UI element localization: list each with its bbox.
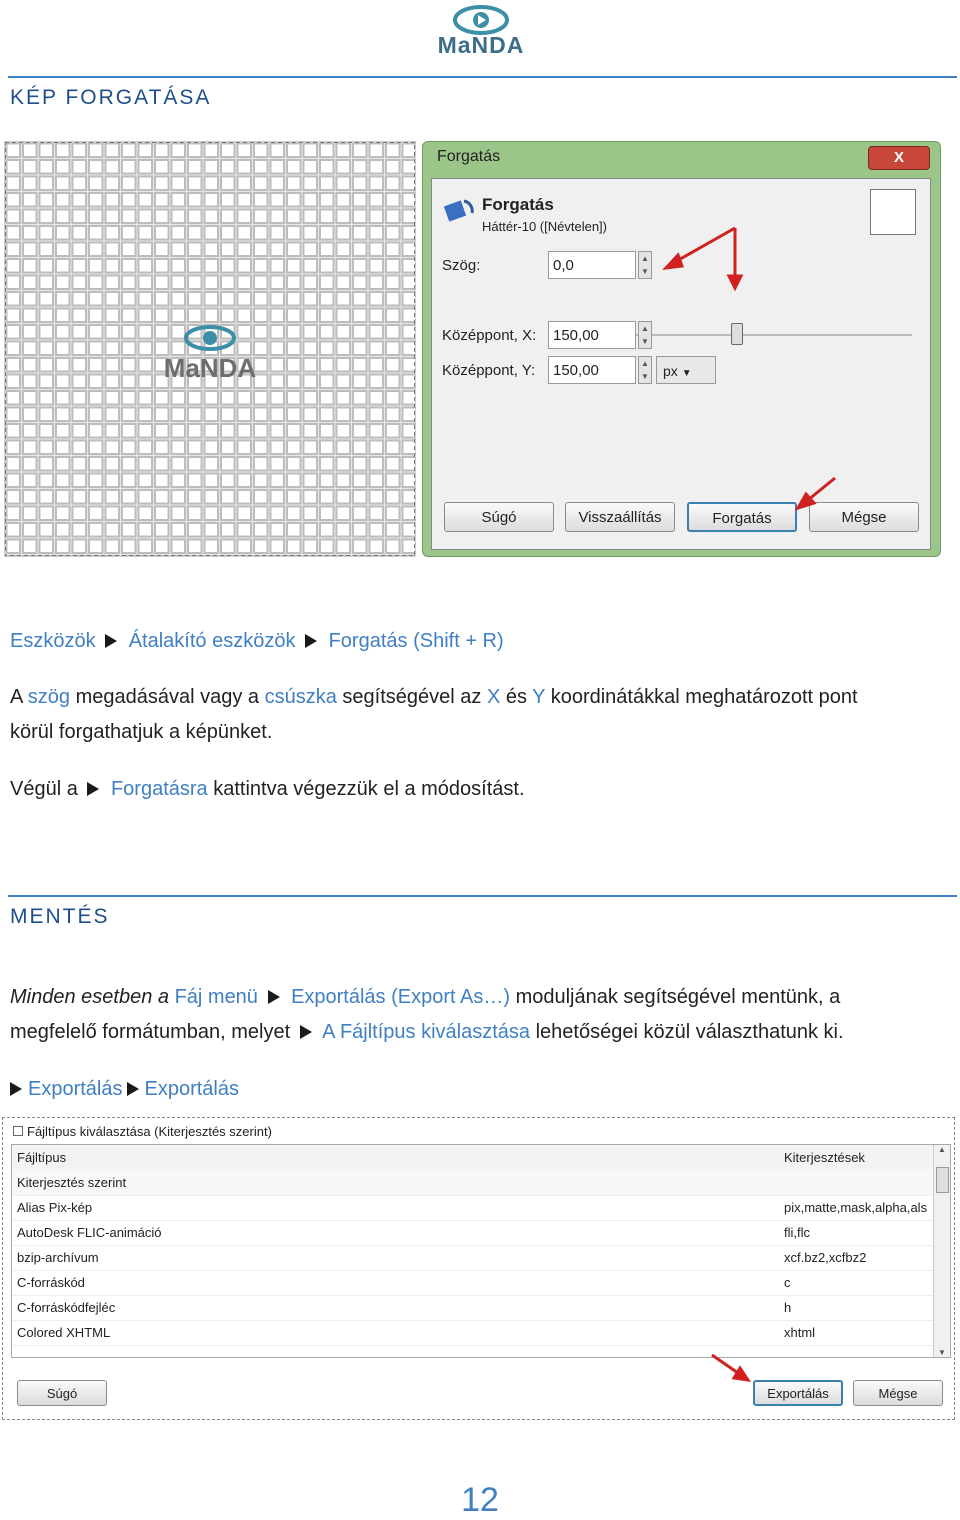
text: Végül a	[10, 778, 78, 800]
export-button[interactable]: Exportálás	[753, 1380, 843, 1406]
text: Minden esetben a	[10, 986, 175, 1008]
text: moduljának segítségével mentünk, a	[510, 986, 841, 1008]
arrow-right-icon	[87, 782, 99, 796]
text: segítségével az	[336, 686, 487, 708]
chevron-down-icon: ▼	[681, 368, 692, 379]
rotate-tool-icon	[442, 197, 474, 225]
file-type-ext: c	[784, 1275, 791, 1290]
angle-field[interactable]: 0,0	[548, 251, 636, 279]
file-type-name: Alias Pix-kép	[17, 1200, 93, 1215]
file-type-name: C-forráskódfejléc	[17, 1300, 116, 1315]
keyword-y: Y	[532, 686, 546, 708]
file-type-ext: xhtml	[784, 1325, 816, 1340]
image-canvas[interactable]	[4, 141, 416, 557]
paragraph-rotate	[10, 680, 955, 750]
list-scrollbar[interactable]	[933, 1145, 950, 1357]
list-item[interactable]	[12, 1220, 934, 1246]
center-y-stepper[interactable]: ▲ ▼	[638, 356, 652, 384]
file-type-name: Kiterjesztés szerint	[17, 1175, 127, 1190]
text: körül forgathatjuk a képünket.	[10, 721, 273, 743]
list-item[interactable]	[12, 1270, 934, 1296]
dialog-subheading: Háttér-10 ([Névtelen])	[482, 219, 607, 234]
rotate-button[interactable]: Forgatás	[687, 502, 797, 532]
file-type-expander-label: Fájltípus kiválasztása (Kiterjesztés szerint)	[27, 1124, 272, 1139]
center-y-label: Középpont, Y:	[442, 362, 536, 379]
file-type-ext: fli,flc	[784, 1225, 810, 1240]
unit-value: px	[663, 363, 678, 379]
file-type-ext: pix,matte,mask,alpha,als	[784, 1200, 928, 1215]
keyword-rotate: Forgatásra	[110, 778, 208, 800]
divider	[8, 895, 957, 897]
arrow-right-icon	[305, 634, 317, 648]
text: lehetőségei közül választhatunk ki.	[530, 1021, 844, 1043]
arrow-right-icon	[105, 634, 117, 648]
angle-slider-handle[interactable]	[731, 323, 743, 345]
arrow-right-icon	[300, 1025, 312, 1039]
path-item-tools: Eszközök	[10, 630, 96, 652]
file-type-name: bzip-archívum	[17, 1250, 99, 1265]
file-type-name: AutoDesk FLIC-animáció	[17, 1225, 162, 1240]
section-title-rotate: KÉP FORGATÁSA	[10, 86, 212, 109]
svg-text:MaNDA: MaNDA	[163, 353, 257, 383]
file-type-ext: xcf.bz2,xcfbz2	[784, 1250, 867, 1265]
expander-box-icon	[13, 1126, 23, 1136]
dialog-body	[431, 178, 931, 550]
keyword-export-as: Exportálás (Export As…)	[291, 986, 511, 1008]
divider	[8, 76, 957, 78]
path-item-export-2: Exportálás	[144, 1078, 239, 1100]
page-number: 12	[461, 1481, 499, 1519]
reset-button[interactable]: Visszaállítás	[565, 502, 675, 532]
center-x-label: Középpont, X:	[442, 327, 537, 344]
file-type-expander[interactable]	[13, 1124, 272, 1139]
dialog-heading: Forgatás	[482, 195, 554, 214]
export-cancel-button[interactable]: Mégse	[853, 1380, 943, 1406]
text: koordinátákkal meghatározott pont	[545, 686, 858, 708]
manda-logo	[418, 4, 544, 58]
section-title-save: MENTÉS	[10, 905, 110, 928]
grid-image	[5, 142, 415, 556]
angle-label: Szög:	[442, 257, 481, 274]
paragraph-finish	[10, 772, 525, 807]
export-help-button[interactable]: Súgó	[17, 1380, 107, 1406]
list-item[interactable]	[12, 1295, 934, 1321]
scrollbar-thumb[interactable]	[936, 1167, 949, 1193]
close-button[interactable]: X	[868, 146, 930, 170]
path-item-rotate: Forgatás (Shift + R)	[328, 630, 504, 652]
arrow-right-icon	[268, 990, 280, 1004]
help-button[interactable]: Súgó	[444, 502, 554, 532]
keyword-x: X	[486, 686, 501, 708]
text: és	[500, 686, 533, 708]
text: megfelelő formátumban, melyet	[10, 1021, 291, 1043]
file-type-list[interactable]	[11, 1144, 951, 1358]
arrow-right-icon	[127, 1082, 139, 1096]
keyword-file-type: A Fájltípus kiválasztása	[322, 1021, 531, 1043]
angle-stepper[interactable]: ▲ ▼	[638, 251, 652, 279]
center-y-field[interactable]: 150,00	[548, 356, 636, 384]
file-type-name: C-forráskód	[17, 1275, 85, 1290]
keyword-angle: szög	[27, 686, 71, 708]
export-dialog	[2, 1117, 955, 1420]
cancel-button[interactable]: Mégse	[809, 502, 919, 532]
list-header[interactable]	[12, 1145, 934, 1171]
column-header-extensions[interactable]: Kiterjesztések	[784, 1150, 865, 1165]
center-x-field[interactable]: 150,00	[548, 321, 636, 349]
list-item[interactable]	[12, 1170, 934, 1196]
scroll-down-icon[interactable]: ▼	[938, 1348, 946, 1357]
keyword-slider: csúszka	[264, 686, 337, 708]
column-header-file-type[interactable]: Fájltípus	[17, 1150, 67, 1165]
path-item-export: Exportálás	[28, 1078, 123, 1100]
file-type-name: Colored XHTML	[17, 1325, 111, 1340]
center-x-stepper[interactable]: ▲ ▼	[638, 321, 652, 349]
logo-text: MaNDA	[437, 32, 525, 58]
text: megadásával vagy a	[70, 686, 265, 708]
scroll-up-icon[interactable]: ▲	[938, 1145, 946, 1154]
dialog-window-title: Forgatás	[437, 148, 501, 165]
list-item[interactable]	[12, 1195, 934, 1221]
layer-preview	[870, 189, 916, 235]
text: A	[10, 686, 28, 708]
rotate-dialog	[422, 141, 941, 557]
path-item-transform: Átalakító eszközök	[128, 630, 296, 652]
menu-path-export	[10, 1072, 239, 1107]
text: kattintva végezzük el a módosítást.	[207, 778, 525, 800]
file-type-ext: h	[784, 1300, 792, 1315]
list-item[interactable]	[12, 1320, 934, 1346]
keyword-file-menu: Fáj menü	[174, 986, 258, 1008]
paragraph-save	[10, 980, 960, 1050]
arrow-right-icon	[10, 1082, 22, 1096]
list-item[interactable]	[12, 1245, 934, 1271]
menu-path-rotate	[10, 624, 504, 659]
unit-select[interactable]	[656, 356, 716, 384]
